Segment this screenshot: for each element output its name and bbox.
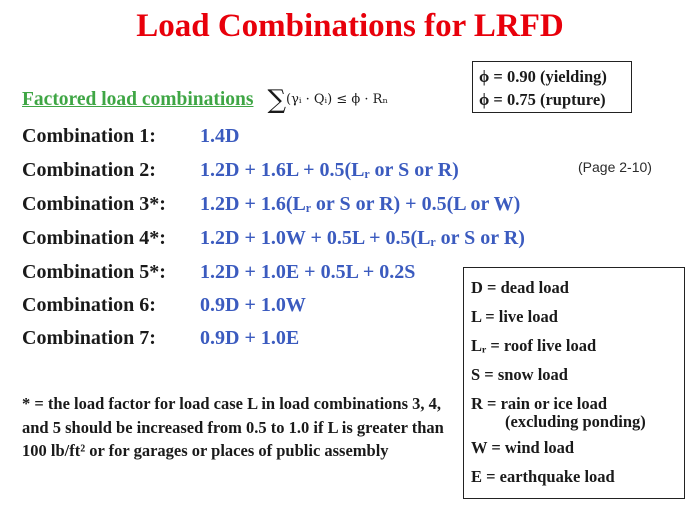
combination-label: Combination 7: [22, 327, 156, 349]
page-title: Load Combinations for LRFD [136, 8, 564, 44]
combination-expression: 0.9D + 1.0E [200, 327, 300, 349]
combination-row [22, 258, 415, 286]
factored-heading: Factored load combinations [22, 89, 254, 110]
footnote: * = the load factor for load case L in load combinations 3, 4, and 5 should be increased from 0.5 to 1.0 if L is greater than 100 lb/ft² or for garages or places of public assembly [22, 394, 444, 460]
combination-expression: 1.2D + 1.6L + 0.5(Lᵣ or S or R) [200, 159, 459, 181]
combination-row [22, 324, 299, 352]
combination-label: Combination 1: [22, 125, 156, 147]
combination-label: Combination 6: [22, 294, 156, 316]
resistance-factor-box [472, 61, 632, 113]
combination-row [22, 291, 306, 319]
legend-roof-live-load: Lᵣ = roof live load [471, 336, 597, 355]
page-reference: (Page 2-10) [578, 159, 652, 175]
legend-earthquake-load: E = earthquake load [471, 467, 615, 486]
legend-dead-load: D = dead load [471, 278, 569, 297]
combination-expression: 1.2D + 1.0E + 0.5L + 0.2S [200, 261, 416, 283]
legend-rain-note: (excluding ponding) [505, 412, 646, 431]
legend-rain-load: R = rain or ice load [471, 394, 608, 413]
sigma-symbol: ∑ [267, 85, 287, 115]
legend-wind-load: W = wind load [471, 438, 575, 457]
combination-expression: 1.2D + 1.0W + 0.5L + 0.5(Lᵣ or S or R) [200, 227, 525, 249]
lrfd-formula [267, 85, 389, 115]
legend-live-load: L = live load [471, 307, 558, 326]
phi-rupture: ϕ = 0.75 (rupture) [479, 90, 606, 109]
legend-snow-load: S = snow load [471, 365, 568, 384]
combination-row [22, 122, 239, 150]
combination-label: Combination 3*: [22, 193, 166, 215]
combination-expression: 1.4D [200, 125, 240, 147]
lrfd-formula-text: (γᵢ · Qᵢ) ≤ ϕ · Rₙ [286, 92, 389, 107]
combination-label: Combination 2: [22, 159, 156, 181]
combination-label: Combination 4*: [22, 227, 166, 249]
combination-expression: 0.9D + 1.0W [200, 294, 306, 316]
combination-row [22, 224, 525, 252]
combination-expression: 1.2D + 1.6(Lᵣ or S or R) + 0.5(L or W) [200, 193, 521, 215]
combination-row [22, 190, 520, 218]
phi-yielding: ϕ = 0.90 (yielding) [479, 67, 607, 86]
load-legend [463, 267, 685, 499]
combination-label: Combination 5*: [22, 261, 166, 283]
factored-header [22, 85, 388, 115]
combination-row [22, 156, 459, 184]
